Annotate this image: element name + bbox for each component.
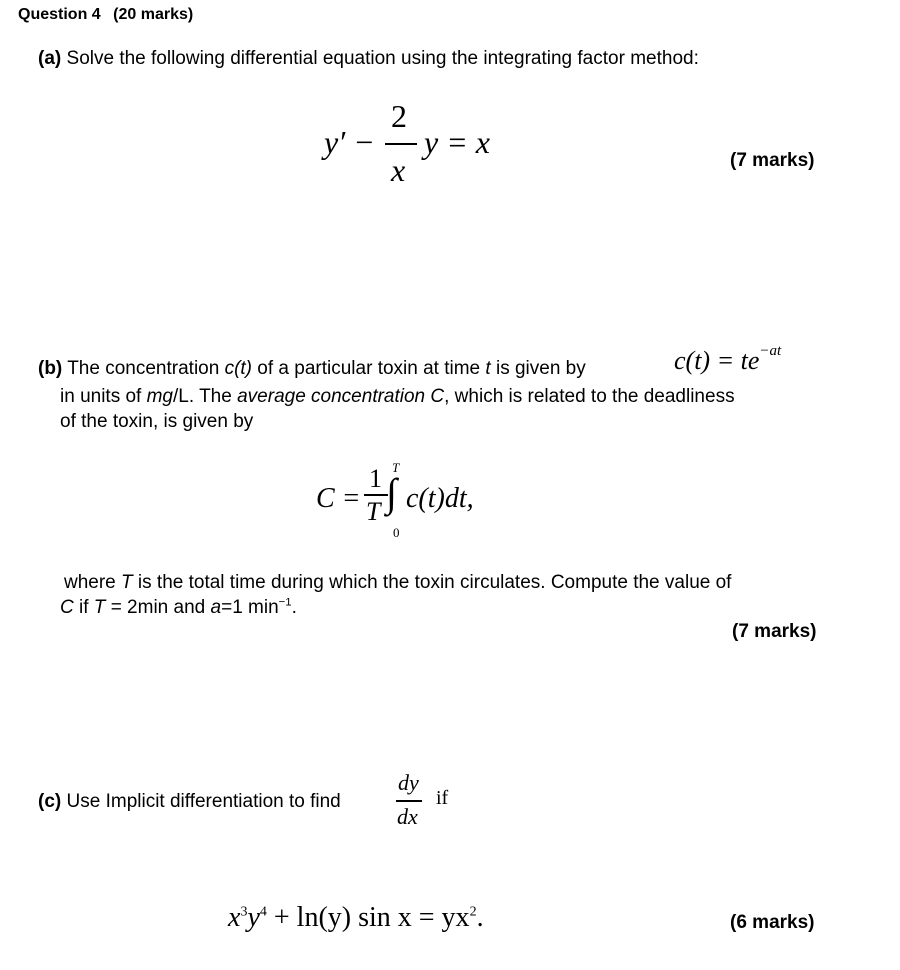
- part-c-equation: [228, 902, 484, 934]
- part-b-label: (b): [38, 358, 63, 379]
- question-total-marks: (20 marks): [113, 6, 194, 23]
- part-b-integral-fraction-bar: [364, 494, 388, 496]
- part-b-integral-upper-limit: T: [392, 460, 400, 475]
- part-b-where-pre: where: [64, 572, 116, 593]
- part-a-eq-denominator: x: [391, 152, 406, 188]
- part-c-eq-middle: + ln(y) sin x = yx: [273, 902, 470, 933]
- part-b-where-post: is the total time during which the toxin circulates. Compute the value of: [137, 572, 732, 593]
- part-b-compute-a-value: =1 min: [221, 597, 279, 618]
- part-b-line-3: of the toxin, is given by: [60, 411, 254, 432]
- part-b-integral-sign: ∫: [386, 470, 397, 515]
- part-b-compute-T-value: = 2min and: [110, 597, 206, 618]
- part-b-text-1: The concentration: [67, 358, 220, 379]
- part-b-line-2-post: , which is related to the deadliness: [444, 386, 735, 407]
- part-b-integral-lower-limit: 0: [393, 525, 400, 540]
- part-a-eq-rhs: y = x: [424, 124, 490, 160]
- part-a-eq-numerator: 2: [391, 98, 407, 134]
- part-b-where-line: [64, 570, 731, 595]
- part-b-compute-line: [60, 595, 297, 620]
- part-c-eq-end: .: [476, 902, 484, 933]
- part-b-line-1: [38, 356, 586, 381]
- part-c-if: if: [436, 787, 449, 809]
- part-b-compute-C: C: [60, 597, 74, 618]
- part-b-text-3: is given by: [495, 358, 586, 379]
- part-b-units: mg: [146, 386, 174, 407]
- part-b-integral-lhs: C =: [316, 483, 361, 514]
- part-c-marks: (6 marks): [730, 912, 815, 933]
- part-b-line-2-pre: in units of: [60, 386, 142, 407]
- part-c-eq-end-exponent: 2: [469, 904, 477, 920]
- question-header: [18, 6, 193, 24]
- part-c-label: (c): [38, 791, 62, 812]
- part-a-eq-lhs: y′ −: [324, 124, 375, 160]
- part-b-integral-denominator: T: [366, 497, 381, 526]
- part-c-derivative-bar: [396, 800, 422, 802]
- part-b-compute-T: T: [93, 597, 106, 618]
- part-b-integral-numerator: 1: [369, 464, 382, 493]
- part-b-compute-end: .: [291, 597, 297, 618]
- part-c-eq-x-exponent: 3: [240, 904, 248, 920]
- part-c-dy: dy: [398, 770, 419, 795]
- part-b-text-2: of a particular toxin at time: [257, 358, 481, 379]
- part-a-prompt: [38, 46, 699, 71]
- part-c-eq-y: y: [247, 902, 260, 933]
- part-b-compute-exponent: −1: [278, 596, 292, 609]
- part-a-text: Solve the following differential equation using the integrating factor method:: [66, 48, 699, 69]
- part-b-c-of-t: c(t): [224, 358, 253, 379]
- part-b-line-2: [60, 384, 735, 409]
- part-b-t-var: t: [485, 358, 491, 379]
- part-a-marks: (7 marks): [730, 150, 815, 171]
- part-b-compute-a: a: [210, 597, 222, 618]
- part-c-dx: dx: [397, 804, 418, 829]
- part-b-marks: (7 marks): [732, 621, 817, 642]
- part-b-where-T: T: [121, 572, 133, 593]
- part-b-compute-if: if: [79, 597, 89, 618]
- part-b-integrand: c(t)dt,: [406, 483, 474, 514]
- part-c-text: Use Implicit differentiation to find: [66, 791, 341, 812]
- question-label: Question 4: [18, 6, 101, 23]
- part-c-prompt: [38, 789, 341, 814]
- part-b-formula: [674, 343, 782, 376]
- part-a-label: (a): [38, 48, 62, 69]
- part-c-eq-x: x: [228, 902, 241, 933]
- part-a-fraction-bar: [385, 143, 417, 145]
- part-b-average-phrase: average concentration C: [237, 386, 445, 407]
- part-b-formula-lhs: c(t) = te: [674, 346, 760, 375]
- part-b-units-suffix: /L. The: [173, 386, 232, 407]
- part-c-eq-y-exponent: 4: [259, 904, 267, 920]
- part-b-formula-exponent: −at: [759, 343, 782, 360]
